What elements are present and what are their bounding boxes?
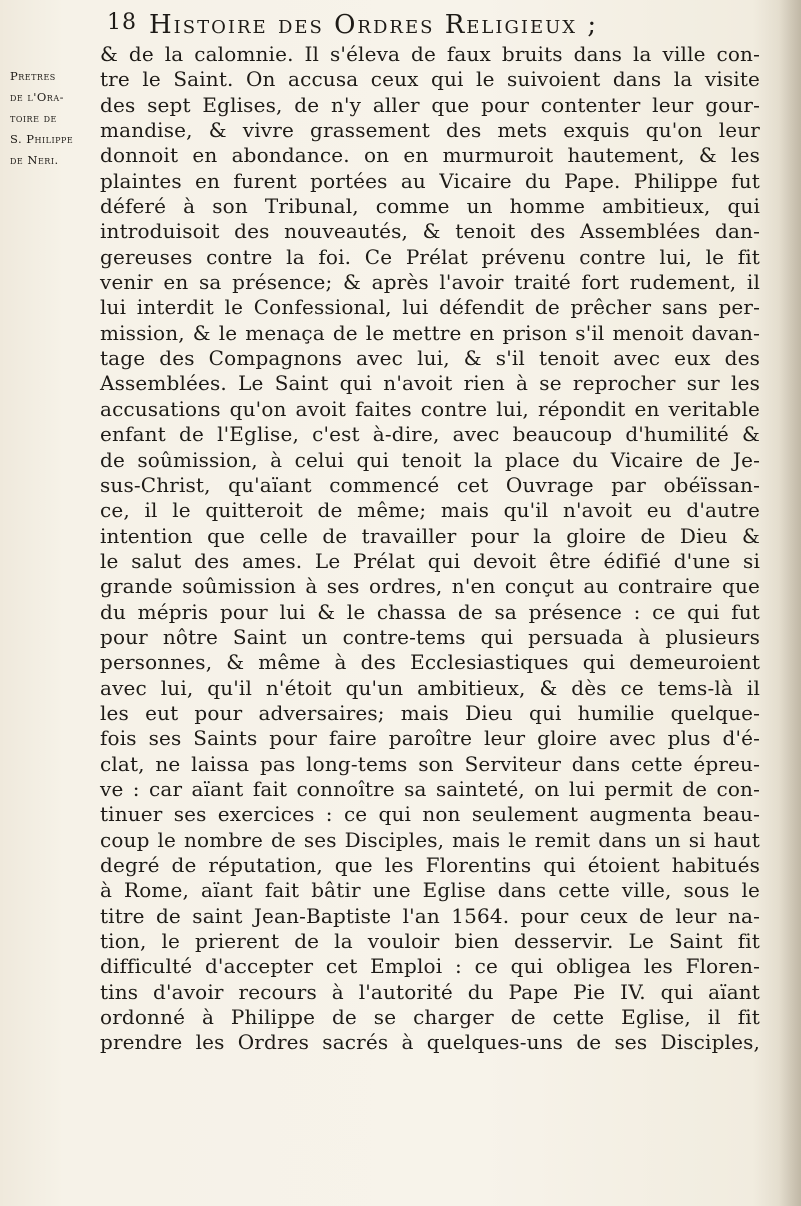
- text-line: tre le Saint. On accusa ceux qui le suivoient dans la visite: [100, 67, 760, 92]
- running-title: Histoire des Ordres Religieux ;: [149, 10, 599, 40]
- margin-note-line: de Neri.: [10, 153, 59, 167]
- text-line: fois ses Saints pour faire paroître leur gloire avec plus d'é-: [100, 726, 760, 751]
- margin-note-line: S. Philippe: [10, 132, 74, 146]
- text-line: prendre les Ordres sacrés à quelques-uns de ses Disciples,: [100, 1030, 760, 1055]
- text-line: de soûmission, à celui qui tenoit la place du Vicaire de Je-: [100, 447, 760, 472]
- text-line: grande soûmission à ses ordres, n'en conçut au contraire que: [100, 574, 760, 599]
- text-line: les eut pour adversaires; mais Dieu qui humilie quelque-: [100, 700, 760, 725]
- text-line: gereuses contre la foi. Ce Prélat prévenu contre lui, le fit: [100, 244, 760, 269]
- text-line: ve : car aïant fait connoître sa sainteté, on lui permit de con-: [100, 776, 760, 801]
- text-line: sus-Christ, qu'aïant commencé cet Ouvrage par obéïssan-: [100, 472, 760, 497]
- text-line: ordonné à Philippe de se charger de cette Eglise, il fit: [100, 1005, 760, 1030]
- text-line: des sept Eglises, de n'y aller que pour contenter leur gour-: [100, 92, 760, 117]
- text-line: intention que celle de travailler pour la gloire de Dieu &: [100, 523, 760, 548]
- text-line: plaintes en furent portées au Vicaire du Pape. Philippe fut: [100, 168, 760, 193]
- text-line: coup le nombre de ses Disciples, mais le remit dans un si haut: [100, 827, 760, 852]
- text-line: tins d'avoir recours à l'autorité du Pape Pie IV. qui aïant: [100, 979, 760, 1004]
- page-edge-shadow: [779, 0, 801, 1206]
- text-line: lui interdit le Confessional, lui défendit de prêcher sans per-: [100, 295, 760, 320]
- text-line: Assemblées. Le Saint qui n'avoit rien à se reprocher sur les: [100, 371, 760, 396]
- text-line: accusations qu'on avoit faites contre lui, répondit en veritable: [100, 396, 760, 421]
- text-line: tinuer ses exercices : ce qui non seulement augmenta beau-: [100, 802, 760, 827]
- text-line: le salut des ames. Le Prélat qui devoit être édifié d'une si: [100, 548, 760, 573]
- text-line: tion, le prierent de la vouloir bien desservir. Le Saint fit: [100, 929, 760, 954]
- text-line: ce, il le quitteroit de même; mais qu'il n'avoit eu d'autre: [100, 498, 760, 523]
- body-text: [100, 42, 760, 1056]
- text-line: tage des Compagnons avec lui, & s'il tenoit avec eux des: [100, 346, 760, 371]
- text-line: avec lui, qu'il n'étoit qu'un ambitieux, & dès ce tems-là il: [100, 675, 760, 700]
- text-line: degré de réputation, que les Florentins qui étoient habitués: [100, 853, 760, 877]
- text-line: difficulté d'accepter cet Emploi : ce qui obligea les Floren-: [100, 954, 760, 979]
- text-line: déferé à son Tribunal, comme un homme ambitieux, qui: [100, 194, 760, 219]
- text-line: venir en sa présence; & après l'avoir traité fort rudement, il: [100, 270, 760, 295]
- text-line: & de la calomnie. Il s'éleva de faux bruits dans la ville con-: [100, 42, 760, 66]
- page-number: 18: [107, 10, 137, 35]
- text-line: introduisoit des nouveautés, & tenoit des Assemblées dan-: [100, 219, 760, 244]
- text-line: à Rome, aïant fait bâtir une Eglise dans cette ville, sous le: [100, 878, 760, 903]
- text-line: mission, & le menaça de le mettre en prison s'il menoit davan-: [100, 320, 760, 345]
- margin-note-line: de l'Ora-: [10, 90, 64, 104]
- margin-note-line: toire de: [10, 111, 57, 125]
- text-line: clat, ne laissa pas long-tems son Serviteur dans cette épreu-: [100, 751, 760, 776]
- text-line: pour nôtre Saint un contre-tems qui persuada à plusieurs: [100, 624, 760, 649]
- text-line: donnoit en abondance. on en murmuroit hautement, & les: [100, 143, 760, 168]
- text-line: titre de saint Jean-Baptiste l'an 1564. pour ceux de leur na-: [100, 903, 760, 928]
- text-line: enfant de l'Eglise, c'est à-dire, avec beaucoup d'humilité &: [100, 422, 760, 447]
- text-line: mandise, & vivre grassement des mets exquis qu'on leur: [100, 118, 760, 143]
- text-line: personnes, & même à des Ecclesiastiques qui demeuroient: [100, 650, 760, 675]
- margin-note-line: Pretres: [10, 69, 56, 83]
- margin-note: [10, 66, 102, 171]
- text-line: du mépris pour lui & le chassa de sa présence : ce qui fut: [100, 599, 760, 624]
